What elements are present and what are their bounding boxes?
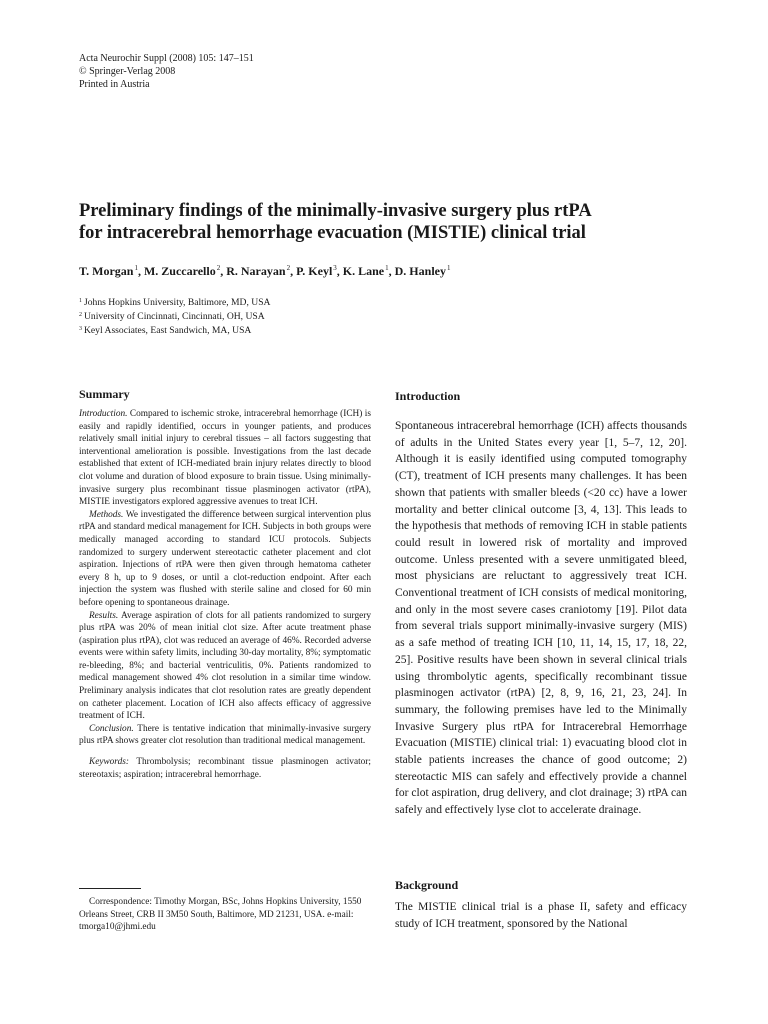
- introduction-text: Spontaneous intracerebral hemorrhage (ICH) affects thousands of adults in the United States every year [1, 5–7, 12, 20]. Although it is easily identified using computed tomography (CT), treatment of ICH presents many challenges. It has been shown that patients with smaller bleeds (<20 cc) have a lower mortality and better clinical outcome [3, 4, 13]. This leads to the hypothesis that methods of removing ICH in stable patients could result in lowered risk of mortality and improved outcome. Unless presented with a severe unmitigated bleed, most physicians are reluctant to aggressively treat ICH. Conventional treatment of ICH consists of medical monitoring, and only in the most severe cases craniotomy [19]. Pilot data from several trials support minimally-invasive surgery (MIS) as a safe method of treating ICH [10, 11, 14, 15, 17, 18, 22, 25]. Positive results have been shown in several clinical trials using thrombolytic agents, specifically recombinant tissue plasminogen activator (rtPA) [2, 8, 9, 16, 21, 23, 24]. In summary, the following premises have led to the Minimally Invasive Surgery plus rtPA for Intracerebral Hemorrhage Evacuation (MISTIE) clinical trial: 1) evacuating blood clot in stable patients increases the chance of good outcome; 2) stereotactic MIS can safely and effectively provide a channel for clot aspiration, drug delivery, and clot drainage; 3) rtPA can safely and effectively lyse clot to accelerate drainage.: [395, 420, 687, 817]
- author: R. Narayan$^2$: [226, 264, 291, 278]
- title-line-1: Preliminary findings of the minimally-invasive surgery plus rtPA: [79, 201, 592, 221]
- journal-citation: Acta Neurochir Suppl (2008) 105: 147–151: [79, 53, 254, 64]
- author: D. Hanley$^1$: [394, 264, 451, 278]
- abstract-text: [79, 408, 371, 748]
- abstract-results: Results. Average aspiration of clots for all patients randomized to surgery plus rtPA was 20% of mean initial clot size. After acute treatment phase (aspiration plus rtPA), clot was reduced an average of 46%. Recorded adverse events were within safety limits, including 30-day mortality, 8%; symptomatic re-bleeding, 8%; and bacterial ventriculitis, 0%. Patients randomized to medical management showed 4% clot resolution in a similar time window. Preliminary analysis indicates that clot resolution rates are greatly dependent on catheter placement. Location of ICH also affects efficacy of aggressive treatment of ICH.: [79, 610, 371, 722]
- correspondence-note: Correspondence: Timothy Morgan, BSc, Johns Hopkins University, 1550 Orleans Street, CRB II 3M50 South, Baltimore, MD 21231, USA. e-mail: tmorga10@jhmi.edu: [79, 897, 362, 933]
- paper-title: [79, 200, 699, 244]
- journal-printed: Printed in Austria: [79, 79, 150, 90]
- footnote-divider: [79, 888, 141, 889]
- author: K. Lane$^1$: [342, 264, 389, 278]
- author-list: T. Morgan$^1$, M. Zuccarello$^2$, R. Narayan$^2$, P. Keyl$^3$, K. Lane$^1$, D. Hanley$^1$: [79, 264, 451, 278]
- background-heading: Background: [395, 878, 459, 892]
- affiliations: [79, 295, 270, 337]
- author: P. Keyl$^3$: [296, 264, 337, 278]
- affiliation: $^3$ Keyl Associates, East Sandwich, MA, USA: [79, 325, 252, 336]
- introduction-heading: Introduction: [395, 389, 461, 403]
- author: M. Zuccarello$^2$: [143, 264, 221, 278]
- author: T. Morgan$^1$: [79, 264, 138, 278]
- summary-heading: Summary: [79, 387, 130, 401]
- summary-section: [79, 386, 371, 781]
- journal-copyright: © Springer-Verlag 2008: [79, 66, 176, 77]
- keywords: Keywords: Thrombolysis; recombinant tissue plasminogen activator; stereotaxis; aspiration; intracerebral hemorrhage.: [79, 757, 371, 780]
- background-text: The MISTIE clinical trial is a phase II, safety and efficacy study of ICH treatment, sponsored by the National: [395, 901, 687, 930]
- abstract-methods: Methods. We investigated the difference between surgical intervention plus rtPA and standard medical management for ICH. Subjects in both groups were medically managed according to standard ICU protocols. Subjects randomized to surgery underwent stereotactic catheter placement and clot aspiration. Injections of rtPA were then given through hematoma catheter every 8 h, up to 9 doses, or until a clot-reduction endpoint. After each injection the system was flushed with sterile saline and closed for 60 min before opening to spontaneous drainage.: [79, 509, 371, 608]
- introduction-section: [395, 388, 687, 819]
- journal-header: [79, 52, 254, 91]
- affiliation: $^1$ Johns Hopkins University, Baltimore, MD, USA: [79, 297, 271, 308]
- title-line-2: for intracerebral hemorrhage evacuation (MISTIE) clinical trial: [79, 223, 586, 243]
- affiliation: $^2$ University of Cincinnati, Cincinnati, OH, USA: [79, 311, 265, 322]
- abstract-conclusion: Conclusion. There is tentative indication that minimally-invasive surgery plus rtPA shows greater clot resolution than traditional medical management.: [79, 723, 371, 747]
- abstract-introduction: Introduction. Compared to ischemic stroke, intracerebral hemorrhage (ICH) is easily and rapidly identified, occurs in younger patients, and produces relatively small initial injury to cerebral tissues – all factors suggesting that interventional amelioration is possible. Investigations from the last decade established that extent of ICH-mediated brain injury relates directly to blood clot volume and duration of blood exposure to brain tissue. Using minimally-invasive surgery plus recombinant tissue plasminogen activator (rtPA), MISTIE investigators explored aggressive avenues to treat ICH.: [79, 409, 371, 508]
